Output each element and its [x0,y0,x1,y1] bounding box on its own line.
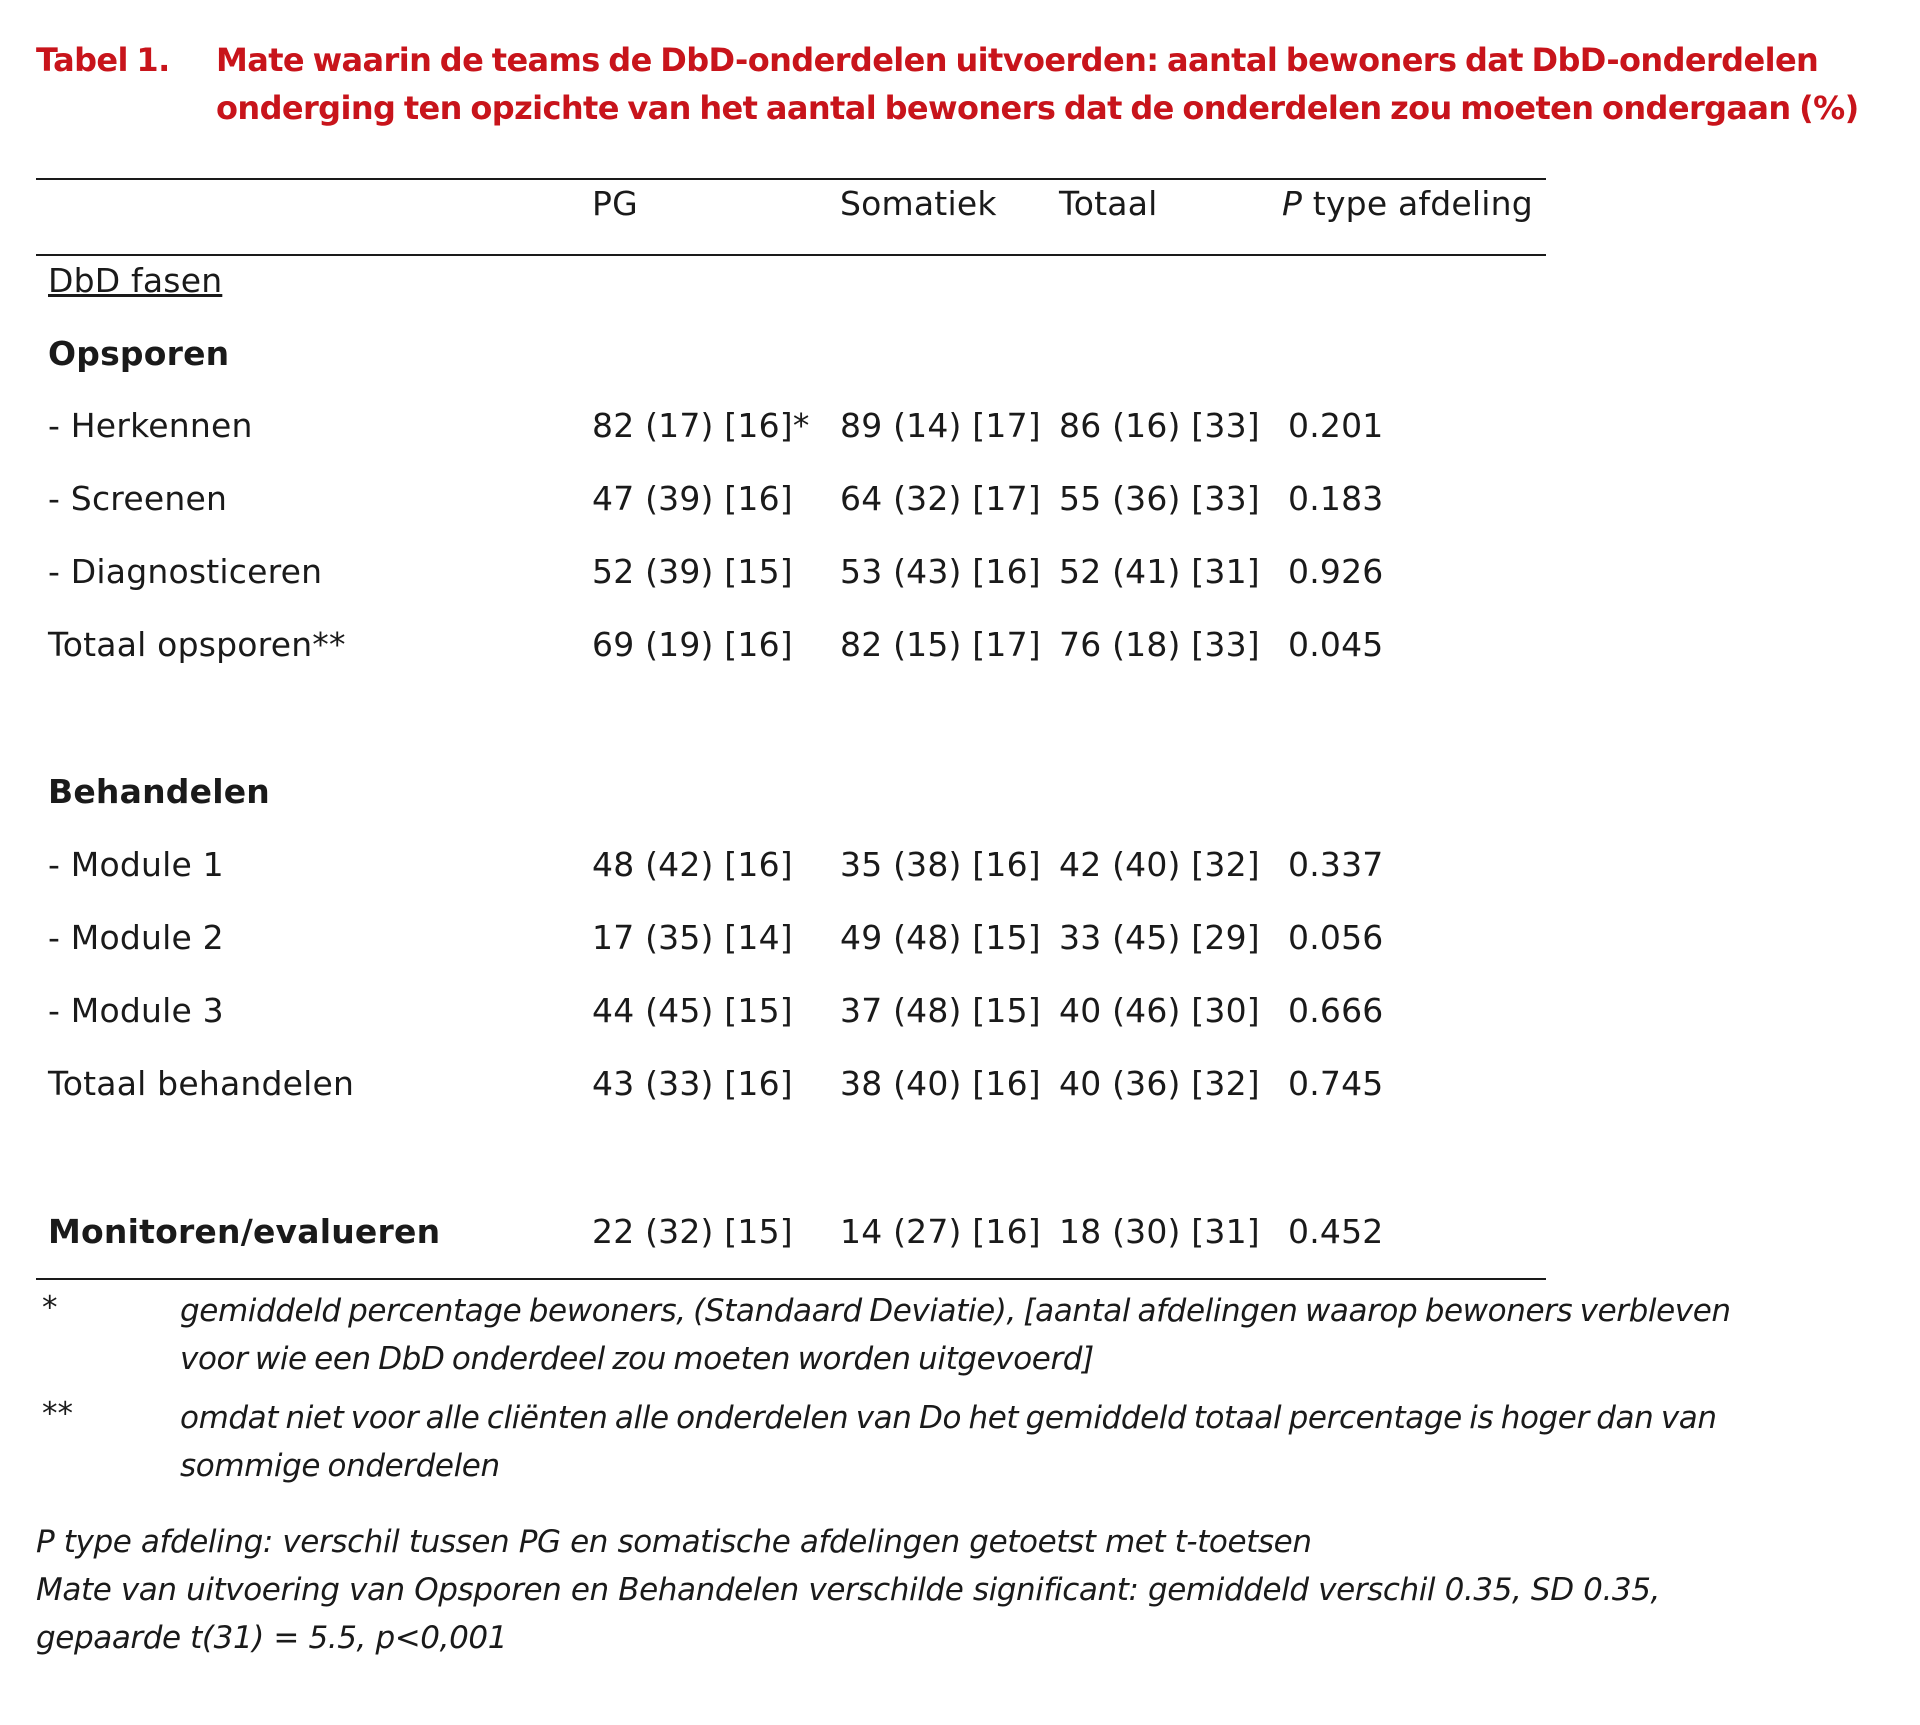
row-label: - Diagnosticeren [48,552,323,591]
footnote-line: gemiddeld percentage bewoners, (Standaard Deviatie), [aantal afdelingen waarop bewoners verbleven [180,1293,1731,1329]
note-line: Mate van uitvoering van Opsporen en Behandelen verschilde significant: gemiddeld verschil 0.35, SD 0.35, [36,1572,1661,1608]
table-notes [36,1518,1876,1662]
cell-somatiek: 89 (14) [17] [840,406,1041,445]
cell-p-value: 0.452 [1288,1212,1384,1251]
column-header-p-symbol: P [1282,184,1303,223]
group-title-behandelen: Behandelen [48,772,270,811]
cell-pg: 17 (35) [14] [592,918,793,957]
row-label: - Screenen [48,479,228,518]
cell-somatiek: 49 (48) [15] [840,918,1041,957]
footnote-line: omdat niet voor alle cliënten alle onderdelen van Do het gemiddeld totaal percentage is hoger dan van [180,1400,1717,1436]
cell-totaal: 52 (41) [31] [1059,552,1260,591]
table-caption [36,36,1896,132]
cell-totaal: 76 (18) [33] [1059,625,1260,664]
footnote-mark: * [42,1290,58,1326]
column-header-totaal: Totaal [1059,184,1158,223]
cell-pg: 47 (39) [16] [592,479,793,518]
cell-p-value: 0.045 [1288,625,1384,664]
section-heading-dbd-fasen: DbD fasen [48,261,223,300]
row-label: Totaal behandelen [48,1064,355,1103]
footnote-text [180,1287,1860,1383]
cell-totaal: 33 (45) [29] [1059,918,1260,957]
cell-pg: 22 (32) [15] [592,1212,793,1251]
footnote-mark: ** [42,1396,73,1432]
note-line: P type afdeling: verschil tussen PG en somatische afdelingen getoetst met t-toetsen [36,1524,1312,1560]
cell-totaal: 42 (40) [32] [1059,845,1260,884]
cell-p-value: 0.926 [1288,552,1384,591]
cell-totaal: 55 (36) [33] [1059,479,1260,518]
cell-totaal: 40 (46) [30] [1059,991,1260,1030]
row-label: Totaal opsporen** [48,625,346,664]
cell-p-value: 0.056 [1288,918,1384,957]
cell-pg: 44 (45) [15] [592,991,793,1030]
cell-somatiek: 14 (27) [16] [840,1212,1041,1251]
column-header-p-text: type afdeling [1302,184,1533,223]
cell-pg: 69 (19) [16] [592,625,793,664]
cell-totaal: 86 (16) [33] [1059,406,1260,445]
footnote-text [180,1394,1860,1490]
cell-p-value: 0.337 [1288,845,1384,884]
column-header-somatiek: Somatiek [840,184,997,223]
cell-pg: 82 (17) [16]* [592,406,810,445]
cell-p-value: 0.745 [1288,1064,1384,1103]
cell-pg: 52 (39) [15] [592,552,793,591]
group-title-opsporen: Opsporen [48,334,230,373]
cell-pg: 48 (42) [16] [592,845,793,884]
column-header-pg: PG [592,184,638,223]
cell-somatiek: 53 (43) [16] [840,552,1041,591]
row-label: - Module 1 [48,845,224,884]
footnote-line: voor wie een DbD onderdeel zou moeten worden uitgevoerd] [180,1341,1094,1377]
row-label: - Herkennen [48,406,253,445]
cell-totaal: 18 (30) [31] [1059,1212,1260,1251]
row-label: - Module 3 [48,991,224,1030]
column-header-p-type [1282,184,1533,224]
cell-somatiek: 38 (40) [16] [840,1064,1041,1103]
caption-title-line2: onderging ten opzichte van het aantal bewoners dat de onderdelen zou moeten ondergaan (%) [216,89,1859,127]
footnote-line: sommige onderdelen [180,1448,500,1484]
caption-title-line1: Mate waarin de teams de DbD-onderdelen uitvoerden: aantal bewoners dat DbD-onderdelen [216,41,1819,79]
cell-somatiek: 37 (48) [15] [840,991,1041,1030]
table-top-rule [36,178,1546,180]
cell-somatiek: 64 (32) [17] [840,479,1041,518]
note-line: gepaarde t(31) = 5.5, p<0,001 [36,1620,508,1656]
cell-p-value: 0.201 [1288,406,1384,445]
cell-p-value: 0.183 [1288,479,1384,518]
cell-p-value: 0.666 [1288,991,1384,1030]
row-label-monitoring: Monitoren/evalueren [48,1212,441,1251]
cell-totaal: 40 (36) [32] [1059,1064,1260,1103]
cell-somatiek: 35 (38) [16] [840,845,1041,884]
row-label: - Module 2 [48,918,224,957]
cell-somatiek: 82 (15) [17] [840,625,1041,664]
table-header-rule [36,254,1546,256]
caption-label: Tabel 1. [36,41,170,79]
cell-pg: 43 (33) [16] [592,1064,793,1103]
table-bottom-rule [36,1278,1546,1280]
